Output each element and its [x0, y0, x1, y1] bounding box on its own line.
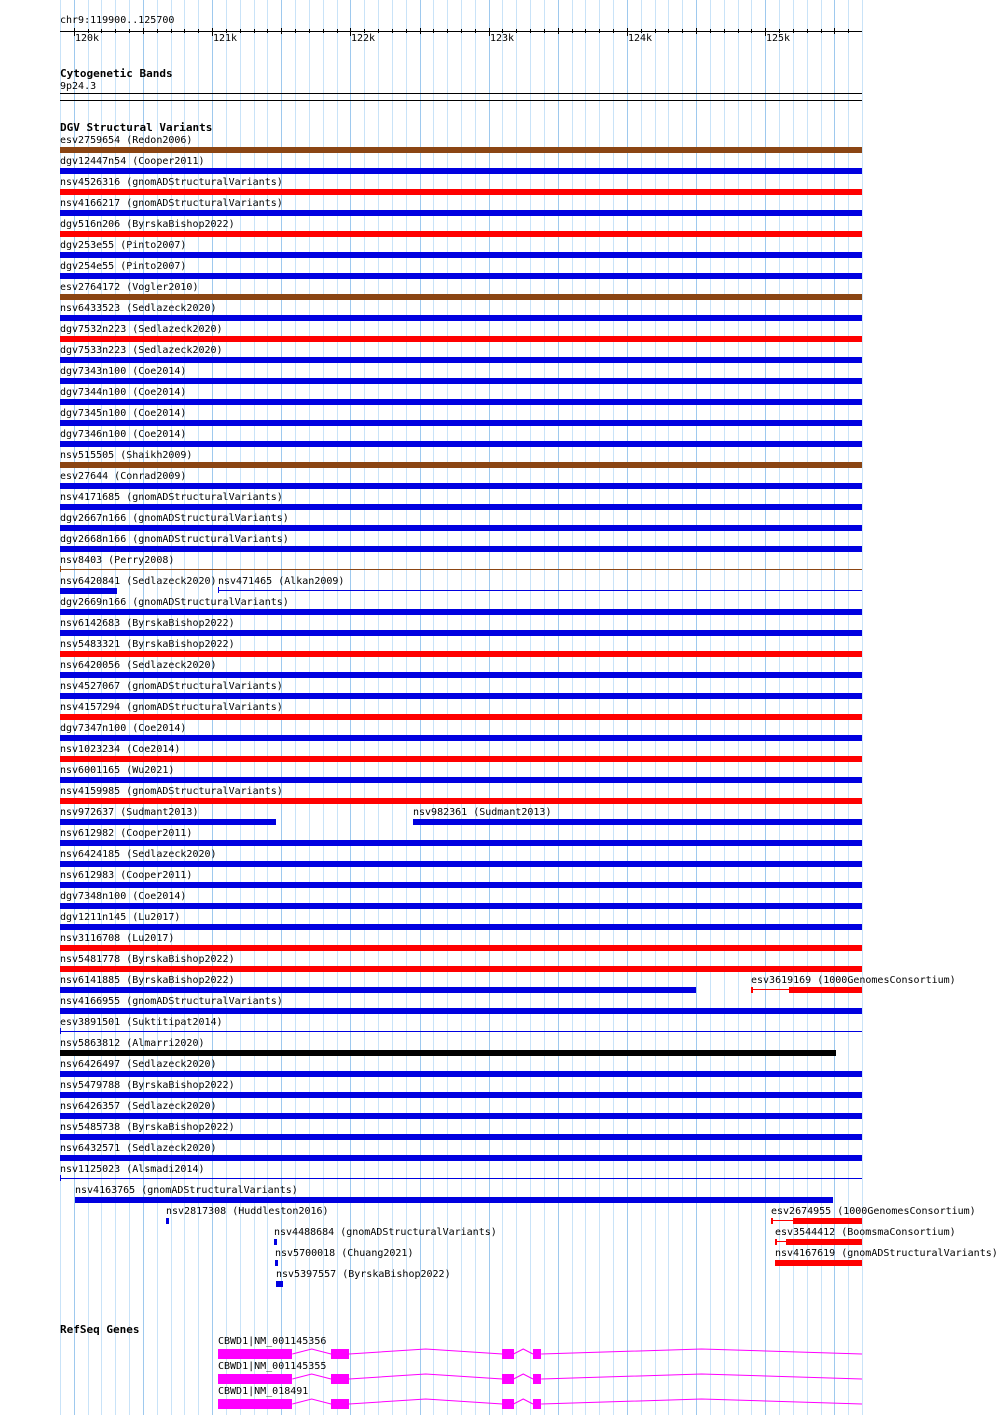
exon-block	[218, 1374, 292, 1384]
variant-bar[interactable]	[60, 861, 862, 867]
variant-label[interactable]: nsv515505 (Shaikh2009)	[60, 450, 193, 461]
variant-label[interactable]: dgv2669n166 (gnomADStructuralVariants)	[60, 597, 289, 608]
ruler-minor-tick	[281, 28, 282, 34]
variant-label[interactable]: nsv6420841 (Sedlazeck2020)	[60, 576, 217, 587]
exon-block	[331, 1349, 349, 1359]
intron-line	[514, 1349, 533, 1354]
ruler-minor-tick	[171, 29, 172, 33]
variant-bar[interactable]	[60, 1008, 862, 1014]
ruler-minor-tick	[807, 29, 808, 33]
variant-bar[interactable]	[60, 462, 862, 468]
exon-block	[533, 1349, 541, 1359]
ruler-minor-tick	[641, 29, 642, 33]
variant-bar[interactable]	[166, 1218, 169, 1224]
variant-bar[interactable]	[60, 231, 862, 237]
ruler-minor-tick	[143, 28, 144, 34]
variant-bar[interactable]	[60, 441, 862, 447]
intron-line	[349, 1349, 502, 1354]
ruler-minor-tick	[240, 29, 241, 33]
variant-bar[interactable]	[60, 651, 862, 657]
ruler-minor-tick	[226, 29, 227, 33]
variant-label[interactable]: dgv7345n100 (Coe2014)	[60, 408, 187, 419]
variant-endcap	[60, 566, 61, 572]
variant-bar[interactable]	[60, 420, 862, 426]
variant-label[interactable]: nsv6426357 (Sedlazeck2020)	[60, 1101, 217, 1112]
ruler-minor-tick	[848, 29, 849, 33]
variant-label[interactable]: nsv5483321 (ByrskaBishop2022)	[60, 639, 235, 650]
variant-bar[interactable]	[60, 1071, 862, 1077]
variant-bar[interactable]	[60, 147, 862, 153]
ruler-minor-tick	[475, 29, 476, 33]
ruler-minor-tick	[184, 29, 185, 33]
variant-label[interactable]: esv27644 (Conrad2009)	[60, 471, 187, 482]
variant-bar[interactable]	[60, 987, 696, 993]
ruler-minor-tick	[433, 29, 434, 33]
ruler-minor-tick	[295, 29, 296, 33]
ruler-minor-tick	[447, 29, 448, 33]
variant-label[interactable]: dgv7347n100 (Coe2014)	[60, 723, 187, 734]
variant-endcap	[60, 1028, 61, 1034]
variant-label[interactable]: nsv8403 (Perry2008)	[60, 555, 175, 566]
ruler-minor-tick	[309, 29, 310, 33]
variant-label[interactable]: nsv4171685 (gnomADStructuralVariants)	[60, 492, 283, 503]
variant-bar[interactable]	[60, 315, 862, 321]
ruler-minor-tick	[530, 29, 531, 33]
variant-bar[interactable]	[75, 1197, 833, 1203]
ruler-minor-tick	[516, 29, 517, 33]
variant-bar[interactable]	[789, 987, 862, 993]
ruler-minor-tick	[420, 28, 421, 34]
variant-bar[interactable]	[60, 294, 862, 300]
variant-bar[interactable]	[60, 483, 862, 489]
variant-bar[interactable]	[60, 714, 862, 720]
variant-bar[interactable]	[60, 756, 862, 762]
variant-label[interactable]: dgv7533n223 (Sedlazeck2020)	[60, 345, 223, 356]
variant-label[interactable]: nsv982361 (Sudmant2013)	[413, 807, 552, 818]
variant-label[interactable]: dgv253e55 (Pinto2007)	[60, 240, 187, 251]
variant-label[interactable]: nsv5863812 (Almarri2020)	[60, 1038, 205, 1049]
variant-bar[interactable]	[60, 777, 862, 783]
variant-label[interactable]: nsv4163765 (gnomADStructuralVariants)	[75, 1185, 298, 1196]
ruler-minor-tick	[254, 29, 255, 33]
ruler-tick-label: 122k	[351, 33, 376, 44]
ruler-minor-tick	[738, 29, 739, 33]
variant-bar[interactable]	[276, 1281, 283, 1287]
ruler-minor-tick	[558, 28, 559, 34]
ruler-minor-tick	[585, 29, 586, 33]
ruler-minor-tick	[378, 29, 379, 33]
variant-bar[interactable]	[275, 1260, 278, 1266]
variant-label[interactable]: nsv5479788 (ByrskaBishop2022)	[60, 1080, 235, 1091]
ruler-minor-tick	[502, 29, 503, 33]
ruler-minor-tick	[337, 29, 338, 33]
ruler-minor-tick	[157, 29, 158, 33]
variant-label[interactable]: dgv1211n145 (Lu2017)	[60, 912, 181, 923]
cytoband-bar[interactable]	[60, 93, 862, 94]
dgv-track-title[interactable]: DGV Structural Variants	[60, 121, 213, 134]
variant-bar[interactable]	[60, 630, 862, 636]
variant-label[interactable]: esv3891501 (Suktitipat2014)	[60, 1017, 223, 1028]
ruler-minor-tick	[267, 29, 268, 33]
cytoband-label: 9p24.3	[60, 81, 97, 92]
variant-gap-line	[773, 1220, 793, 1221]
variant-label[interactable]: nsv4166955 (gnomADStructuralVariants)	[60, 996, 283, 1007]
ruler-minor-tick	[821, 29, 822, 33]
variant-label[interactable]: nsv4159985 (gnomADStructuralVariants)	[60, 786, 283, 797]
ruler-minor-tick	[724, 29, 725, 33]
intron-line	[292, 1349, 331, 1354]
variant-label[interactable]: dgv7344n100 (Coe2014)	[60, 387, 187, 398]
variant-label[interactable]: nsv6420056 (Sedlazeck2020)	[60, 660, 217, 671]
exon-block	[218, 1349, 292, 1359]
variant-label[interactable]: dgv2667n166 (gnomADStructuralVariants)	[60, 513, 289, 524]
variant-bar[interactable]	[60, 504, 862, 510]
variant-bar[interactable]	[60, 819, 276, 825]
variant-bar[interactable]	[274, 1239, 277, 1245]
ruler-tick-label: 124k	[628, 33, 653, 44]
variant-bar[interactable]	[60, 966, 862, 972]
ruler-tick-label: 120k	[75, 33, 100, 44]
variant-bar[interactable]	[60, 609, 862, 615]
intron-line	[349, 1374, 502, 1379]
variant-label[interactable]: dgv7348n100 (Coe2014)	[60, 891, 187, 902]
intron-line	[292, 1374, 331, 1379]
variant-bar[interactable]	[60, 1134, 862, 1140]
intron-line	[541, 1374, 862, 1379]
transcript-model[interactable]	[0, 1347, 890, 1361]
variant-line[interactable]	[60, 569, 862, 570]
variant-gap-line	[753, 989, 789, 990]
ruler-tick-label: 121k	[213, 33, 238, 44]
ruler-minor-tick	[599, 29, 600, 33]
intron-line	[514, 1374, 533, 1379]
variant-label[interactable]: nsv4527067 (gnomADStructuralVariants)	[60, 681, 283, 692]
variant-label[interactable]: esv2759654 (Redon2006)	[60, 135, 193, 146]
exon-block	[331, 1374, 349, 1384]
variant-bar[interactable]	[60, 1050, 836, 1056]
ruler-minor-tick	[696, 28, 697, 34]
variant-label[interactable]: nsv612983 (Cooper2011)	[60, 870, 193, 881]
ruler-minor-tick	[751, 29, 752, 33]
ruler-minor-tick	[544, 29, 545, 33]
variant-bar[interactable]	[60, 798, 862, 804]
variant-label[interactable]: nsv2817308 (Huddleston2016)	[166, 1206, 329, 1217]
variant-label[interactable]: esv3544412 (BoomsmaConsortium)	[775, 1227, 956, 1238]
ruler-minor-tick	[834, 28, 835, 34]
variant-bar[interactable]	[60, 945, 862, 951]
variant-bar[interactable]	[60, 672, 862, 678]
exon-block	[502, 1374, 514, 1384]
variant-label[interactable]: esv2764172 (Vogler2010)	[60, 282, 199, 293]
variant-bar[interactable]	[775, 1260, 862, 1266]
variant-bar[interactable]	[60, 903, 862, 909]
variant-bar[interactable]	[60, 546, 862, 552]
ruler-minor-tick	[115, 29, 116, 33]
variant-bar[interactable]	[60, 525, 862, 531]
ruler-minor-tick	[392, 29, 393, 33]
variant-bar[interactable]	[60, 1113, 862, 1119]
variant-line[interactable]	[60, 1178, 862, 1179]
variant-label[interactable]: dgv7346n100 (Coe2014)	[60, 429, 187, 440]
variant-bar[interactable]	[786, 1239, 862, 1245]
variant-bar[interactable]	[60, 1092, 862, 1098]
variant-bar[interactable]	[60, 189, 862, 195]
ruler-minor-tick	[793, 29, 794, 33]
variant-label[interactable]: nsv5485738 (ByrskaBishop2022)	[60, 1122, 235, 1133]
variant-endcap	[218, 587, 219, 593]
variant-label[interactable]: dgv12447n54 (Cooper2011)	[60, 156, 205, 167]
variant-label[interactable]: nsv5700018 (Chuang2021)	[275, 1248, 414, 1259]
variant-label[interactable]: esv2674955 (1000GenomesConsortium)	[771, 1206, 976, 1217]
variant-label[interactable]: nsv4157294 (gnomADStructuralVariants)	[60, 702, 283, 713]
variant-label[interactable]: nsv5397557 (ByrskaBishop2022)	[276, 1269, 451, 1280]
variant-bar[interactable]	[60, 882, 862, 888]
ruler-minor-tick	[198, 29, 199, 33]
variant-bar[interactable]	[793, 1218, 862, 1224]
variant-bar[interactable]	[60, 588, 117, 594]
transcript-model[interactable]	[0, 1397, 890, 1411]
variant-label[interactable]: nsv6001165 (Wu2021)	[60, 765, 175, 776]
variant-label[interactable]: nsv6141885 (ByrskaBishop2022)	[60, 975, 235, 986]
variant-label[interactable]: nsv4488684 (gnomADStructuralVariants)	[274, 1227, 497, 1238]
transcript-label[interactable]: CBWD1|NM_001145355	[218, 1361, 327, 1372]
refseq-track-title[interactable]: RefSeq Genes	[60, 1323, 140, 1336]
variant-label[interactable]: nsv6142683 (ByrskaBishop2022)	[60, 618, 235, 629]
intron-line	[541, 1349, 862, 1354]
variant-gap-line	[776, 1241, 786, 1242]
variant-label[interactable]: nsv6424185 (Sedlazeck2020)	[60, 849, 217, 860]
exon-block	[331, 1399, 349, 1409]
exon-block	[502, 1349, 514, 1359]
variant-label[interactable]: nsv1125023 (Alsmadi2014)	[60, 1164, 205, 1175]
variant-label[interactable]: nsv6426497 (Sedlazeck2020)	[60, 1059, 217, 1070]
variant-bar[interactable]	[751, 987, 753, 993]
ruler-minor-tick	[364, 29, 365, 33]
variant-label[interactable]: nsv6432571 (Sedlazeck2020)	[60, 1143, 217, 1154]
variant-bar[interactable]	[60, 924, 862, 930]
variant-label[interactable]: nsv6433523 (Sedlazeck2020)	[60, 303, 217, 314]
ruler-minor-tick	[461, 29, 462, 33]
variant-bar[interactable]	[775, 1239, 777, 1245]
ruler-minor-tick	[710, 29, 711, 33]
variant-bar[interactable]	[60, 840, 862, 846]
ruler-minor-tick	[323, 29, 324, 33]
variant-label[interactable]: dgv7532n223 (Sedlazeck2020)	[60, 324, 223, 335]
variant-bar[interactable]	[60, 693, 862, 699]
intron-line	[349, 1399, 502, 1404]
transcript-model[interactable]	[0, 1372, 890, 1386]
ruler-minor-tick	[655, 29, 656, 33]
variant-bar[interactable]	[60, 1155, 862, 1161]
variant-line[interactable]	[218, 590, 862, 591]
variant-bar[interactable]	[60, 336, 862, 342]
variant-label[interactable]: nsv4526316 (gnomADStructuralVariants)	[60, 177, 283, 188]
variant-bar[interactable]	[60, 378, 862, 384]
transcript-label[interactable]: CBWD1|NM_018491	[218, 1386, 309, 1397]
variant-endcap	[60, 1175, 61, 1181]
variant-bar[interactable]	[771, 1218, 773, 1224]
intron-line	[541, 1399, 862, 1404]
variant-label[interactable]: esv3619169 (1000GenomesConsortium)	[751, 975, 956, 986]
ruler-minor-tick	[129, 29, 130, 33]
ruler-minor-tick	[406, 29, 407, 33]
variant-label[interactable]: dgv2668n166 (gnomADStructuralVariants)	[60, 534, 289, 545]
variant-label[interactable]: nsv5481778 (ByrskaBishop2022)	[60, 954, 235, 965]
exon-block	[502, 1399, 514, 1409]
track-separator	[60, 100, 862, 101]
intron-line	[292, 1399, 331, 1404]
intron-line	[514, 1399, 533, 1404]
variant-bar[interactable]	[60, 273, 862, 279]
variant-label[interactable]: nsv3116708 (Lu2017)	[60, 933, 175, 944]
variant-bar[interactable]	[60, 168, 862, 174]
variant-label[interactable]: nsv4166217 (gnomADStructuralVariants)	[60, 198, 283, 209]
ruler-minor-tick	[572, 29, 573, 33]
variant-label[interactable]: nsv972637 (Sudmant2013)	[60, 807, 199, 818]
variant-label[interactable]: dgv254e55 (Pinto2007)	[60, 261, 187, 272]
exon-block	[533, 1399, 541, 1409]
variant-label[interactable]: nsv612982 (Cooper2011)	[60, 828, 193, 839]
variant-bar[interactable]	[413, 819, 862, 825]
variant-bar[interactable]	[60, 735, 862, 741]
ruler-minor-tick	[682, 29, 683, 33]
transcript-label[interactable]: CBWD1|NM_001145356	[218, 1336, 327, 1347]
ruler-minor-tick	[613, 29, 614, 33]
variant-bar[interactable]	[60, 210, 862, 216]
ruler-tick-label: 125k	[766, 33, 791, 44]
variant-label[interactable]: nsv471465 (Alkan2009)	[218, 576, 345, 587]
ruler-minor-tick	[779, 29, 780, 33]
exon-block	[533, 1374, 541, 1384]
location-label: chr9:119900..125700	[60, 15, 175, 26]
ruler-tick-label: 123k	[490, 33, 515, 44]
variant-label[interactable]: dgv516n206 (ByrskaBishop2022)	[60, 219, 235, 230]
variant-bar[interactable]	[60, 357, 862, 363]
ruler-minor-tick	[88, 29, 89, 33]
variant-line[interactable]	[60, 1031, 862, 1032]
variant-label[interactable]: nsv4167619 (gnomADStructuralVariants)	[775, 1248, 998, 1259]
ruler-minor-tick	[668, 29, 669, 33]
ruler-minor-tick	[101, 29, 102, 33]
variant-bar[interactable]	[60, 252, 862, 258]
variant-label[interactable]: nsv1023234 (Coe2014)	[60, 744, 181, 755]
cytoband-track-title[interactable]: Cytogenetic Bands	[60, 67, 173, 80]
variant-label[interactable]: dgv7343n100 (Coe2014)	[60, 366, 187, 377]
variant-bar[interactable]	[60, 399, 862, 405]
exon-block	[218, 1399, 292, 1409]
